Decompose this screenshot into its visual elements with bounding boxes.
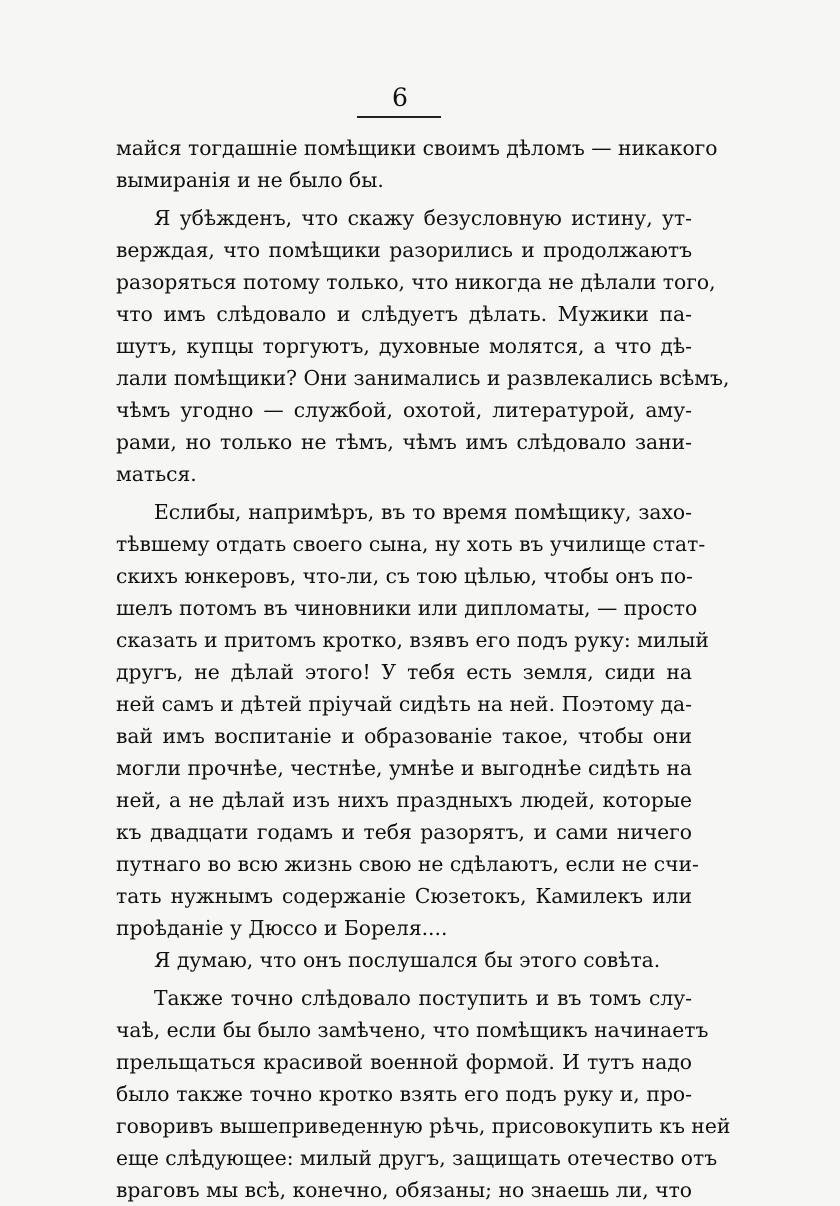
text-line: Еслибы, напримѣръ, въ то время помѣщику, захо- [154,500,692,524]
text-line: маться. [116,462,197,486]
text-line: проѣданіе у Дюссо и Бореля.... [116,916,448,940]
text-line: Также точно слѣдовало поступить и въ томъ слу- [154,986,692,1010]
text-line: вымиранія и не было бы. [116,168,384,192]
text-line: чѣмъ угодно — службой, охотой, литературой, аму- [116,398,692,422]
text-line: сказать и притомъ кротко, взявъ его подъ руку: милый [116,628,709,652]
text-line: говоривъ вышеприведенную рѣчь, присовокупить къ ней [116,1114,731,1138]
text-line: ней, а не дѣлай изъ нихъ праздныхъ людей, которые [116,788,692,812]
text-line: ней самъ и дѣтей пріучай сидѣть на ней. Поэтому да- [116,692,692,716]
text-line: Я думаю, что онъ послушался бы этого совѣта. [154,948,661,972]
text-line: разоряться потому только, что никогда не дѣлали того, [116,270,716,294]
text-line: другъ, не дѣлай этого! У тебя есть земля, сиди на [116,660,692,684]
text-line: Я убѣжденъ, что скажу безусловную истину, ут- [154,206,692,230]
paragraph [116,944,692,976]
text-line: было также точно кротко взять его подъ руку и, про- [116,1082,692,1106]
body-text [116,132,731,1206]
text-line: рами, но только не тѣмъ, чѣмъ имъ слѣдовало зани- [116,430,692,454]
text-line: могли прочнѣе, честнѣе, умнѣе и выгоднѣе сидѣть на [116,756,692,780]
paragraph [116,982,731,1206]
text-line: чаѣ, если бы было замѣчено, что помѣщикъ начинаетъ [116,1018,709,1042]
text-line: прельщаться красивой военной формой. И тутъ надо [116,1050,692,1074]
paragraph [116,202,730,490]
text-line: къ двадцати годамъ и тебя разорятъ, и сами ничего [116,820,692,844]
text-line: шелъ потомъ въ чиновники или дипломаты, — просто [116,596,698,620]
text-line: враговъ мы всѣ, конечно, обязаны; но знаешь ли, что [116,1178,692,1202]
text-line: что имъ слѣдовало и слѣдуетъ дѣлать. Мужики па- [116,302,692,326]
page-number: 6 [392,83,408,112]
text-line: шутъ, купцы торгуютъ, духовные молятся, а что дѣ- [116,334,692,358]
text-line: верждая, что помѣщики разорились и продолжаютъ [116,238,692,262]
text-line: лали помѣщики? Они занимались и развлекались всѣмъ, [116,366,730,390]
text-line: скихъ юнкеровъ, что-ли, съ тою цѣлью, чтобы онъ по- [116,564,693,588]
text-line: майся тогдашніе помѣщики своимъ дѣломъ — никакого [116,136,718,160]
paragraph [116,132,718,196]
page-number-rule [357,116,441,118]
text-line: еще слѣдующее: милый другъ, защищать отечество отъ [116,1146,718,1170]
paragraph [116,496,709,944]
text-line: тѣвшему отдать своего сына, ну хоть въ училище стат- [116,532,706,556]
text-line: вай имъ воспитаніе и образованіе такое, чтобы они [116,724,692,748]
text-line: путнаго во всю жизнь свою не сдѣлаютъ, если не счи- [116,852,699,876]
text-line: тать нужнымъ содержаніе Сюзетокъ, Камилекъ или [116,884,692,908]
